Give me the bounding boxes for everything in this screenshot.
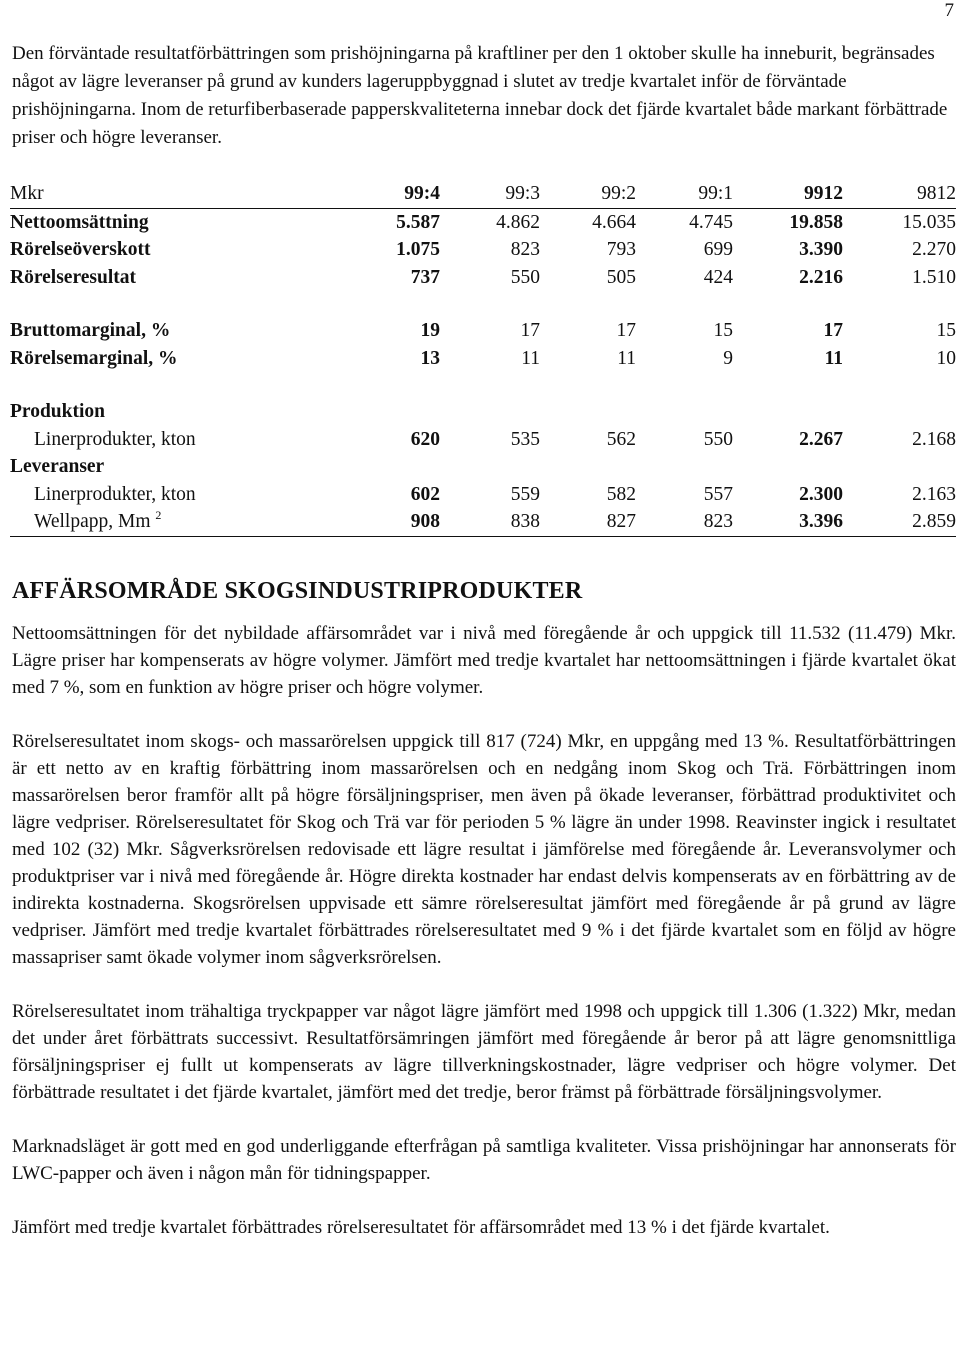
header-cell: 99:1 [636, 180, 733, 208]
row-label: Linerprodukter, kton [34, 483, 196, 505]
table-cell: 15 [936, 320, 956, 341]
table-row [10, 236, 956, 264]
header-cell: 99:2 [540, 180, 636, 208]
table-cell: 3.390 [799, 239, 843, 260]
row-label: Rörelseöverskott [10, 239, 151, 260]
header-cell-label: Mkr [10, 180, 360, 208]
table-cell: 699 [703, 239, 733, 260]
table-cell: 620 [410, 428, 440, 450]
intro-paragraph [12, 40, 956, 152]
paragraph: Rörelseresultatet inom trähaltiga tryckpapper var något lägre jämfört med 1998 och uppgick till 1.306 (1.322) Mkr, medan det under året förbättrats successivt. Resultatförsämringen jämfört med föregående år beror på att lägre genomsnittliga försäljningspriser ej fullt ut kompenserats av lägre tillverkningskostnader, lägre vedpriser och högre volymer. Det förbättrade resultatet i det fjärde kvartalet, jämfört med det tredje, beror främst på förbättrade försäljningsvolymer. [12, 1001, 956, 1103]
table-cell: 737 [410, 266, 440, 288]
table-cell: 2.267 [799, 428, 843, 450]
table-cell: 2.270 [912, 239, 956, 260]
table-cell: 4.862 [496, 211, 540, 233]
table-cell: 559 [510, 483, 540, 505]
table-cell: 2.163 [912, 483, 956, 505]
table-cell: 11 [617, 347, 636, 369]
table-cell: 19.858 [789, 211, 843, 233]
table-row [10, 264, 956, 292]
table-cell: 2.859 [843, 508, 956, 536]
table-cell: 2.300 [799, 483, 843, 505]
table-header-row [10, 180, 956, 208]
row-label: Bruttomarginal, % [10, 320, 171, 341]
table-cell: 550 [703, 428, 733, 450]
table-cell: 550 [510, 266, 540, 288]
financial-table [10, 180, 956, 537]
row-label-text: Wellpapp, Mm [34, 511, 151, 532]
leveranser-heading: Leveranser [10, 456, 105, 477]
table-row [10, 208, 956, 236]
header-cell: 99:3 [440, 180, 540, 208]
table-row [10, 345, 956, 373]
header-cell: 99:4 [360, 180, 440, 208]
table-cell: 3.396 [733, 508, 843, 536]
paragraph: Marknadsläget är gott med en god underliggande efterfrågan på samtliga kvaliteter. Vissa prishöjningar har annonserats för LWC-papper och även i någon mån för tidningspapper. [12, 1136, 956, 1184]
table-cell: 5.587 [396, 211, 440, 233]
table-cell: 19 [420, 320, 440, 341]
table-row [10, 481, 956, 509]
table-cell: 908 [360, 508, 440, 536]
paragraph: Jämfört med tredje kvartalet förbättrades rörelseresultatet för affärsområdet med 13 % i det fjärde kvartalet. [12, 1217, 830, 1238]
table-cell: 2.216 [799, 266, 843, 288]
table-cell: 13 [420, 347, 440, 369]
table-cell: 11 [521, 347, 540, 369]
row-label: Rörelsemarginal, % [10, 347, 178, 369]
table-cell: 838 [440, 508, 540, 536]
produktion-heading: Produktion [10, 401, 106, 422]
table-cell: 582 [606, 483, 636, 505]
row-label: Nettoomsättning [10, 211, 149, 233]
table-cell: 823 [636, 508, 733, 536]
superscript: 2 [155, 508, 162, 522]
table-cell: 4.664 [592, 211, 636, 233]
table-cell: 17 [616, 320, 636, 341]
row-label [10, 508, 360, 536]
table-spacer [10, 291, 956, 317]
row-label: Linerprodukter, kton [34, 428, 196, 450]
table-cell: 602 [410, 483, 440, 505]
table-section-heading [10, 453, 956, 481]
table-row [10, 426, 956, 454]
table-cell: 4.745 [689, 211, 733, 233]
table-cell: 424 [703, 266, 733, 288]
table-cell: 793 [606, 239, 636, 260]
table-spacer [10, 372, 956, 398]
table-section-heading [10, 398, 956, 426]
intro-text: Den förväntade resultatförbättringen som prishöjningarna på kraftliner per den 1 oktober skulle ha inneburit, begränsades något av lägre leveranser på grund av kunders lageruppbyggnad i slutet av tredje kvartalet inför de förväntade prishöjningarna. Inom de returfiberbaserade papperskvaliteterna innebar dock det fjärde kvartalet både markant förbättrade priser och högre leveranser. [12, 43, 948, 148]
page-number: 7 [944, 0, 954, 21]
table-cell: 17 [823, 320, 843, 341]
table-cell: 535 [510, 428, 540, 450]
table-cell: 823 [510, 239, 540, 260]
table-cell: 17 [520, 320, 540, 341]
table-cell: 11 [824, 347, 843, 369]
table-cell: 15.035 [902, 211, 956, 233]
table-cell: 1.075 [396, 239, 440, 260]
table-cell: 2.168 [912, 428, 956, 450]
table-cell: 557 [703, 483, 733, 505]
table-cell: 15 [713, 320, 733, 341]
body-text [12, 620, 956, 1268]
header-cell: 9812 [843, 180, 956, 208]
table-cell: 827 [540, 508, 636, 536]
paragraph: Nettoomsättningen för det nybildade affärsområdet var i nivå med föregående år och uppgick till 11.532 (11.479) Mkr. Lägre priser har kompenserats av högre volymer. Jämfört med tredje kvartalet har nettoomsättningen i fjärde kvartalet ökat med 7 %, som en funktion av högre priser och högre volymer. [12, 623, 956, 698]
header-cell: 9912 [733, 180, 843, 208]
table-row [10, 317, 956, 345]
table-cell: 10 [936, 347, 956, 369]
section-heading: AFFÄRSOMRÅDE SKOGSINDUSTRIPRODUKTER [12, 578, 583, 604]
table-cell: 9 [723, 347, 733, 369]
table-cell: 562 [606, 428, 636, 450]
table-cell: 505 [606, 266, 636, 288]
paragraph: Rörelseresultatet inom skogs- och massarörelsen uppgick till 817 (724) Mkr, en uppgång med 13 %. Resultatförbättringen är ett netto av en kraftig förbättring inom massarörelsen och en nedgång inom Skog och Trä. Förbättringen inom massarörelsen beror framför allt på högre försäljningspriser, men även på ökade leveranser, förbättrad produktivitet och lägre vedpriser. Rörelseresultatet för Skog och Trä var för perioden 5 % lägre än under 1998. Reavinster ingick i resultatet med 102 (32) Mkr. Sågverksrörelsen redovisade ett lägre resultat i jämförelse med föregående år. Leveransvolymer och produktpriser var i nivå med föregående år. Högre direkta kostnader har endast delvis kompenserats av en förbättring av de indirekta kostnaderna. Skogsrörelsen uppvisade ett sämre rörelseresultat jämfört med föregående år på grund av lägre vedpriser. Jämfört med tredje kvartalet förbättrades rörelseresultatet med 9 % i det fjärde kvartalet som en följd av högre massapriser samt ökade volymer inom sågverksrörelsen. [12, 731, 956, 968]
table-cell: 1.510 [912, 266, 956, 288]
row-label: Rörelseresultat [10, 266, 136, 288]
table-row [10, 508, 956, 536]
